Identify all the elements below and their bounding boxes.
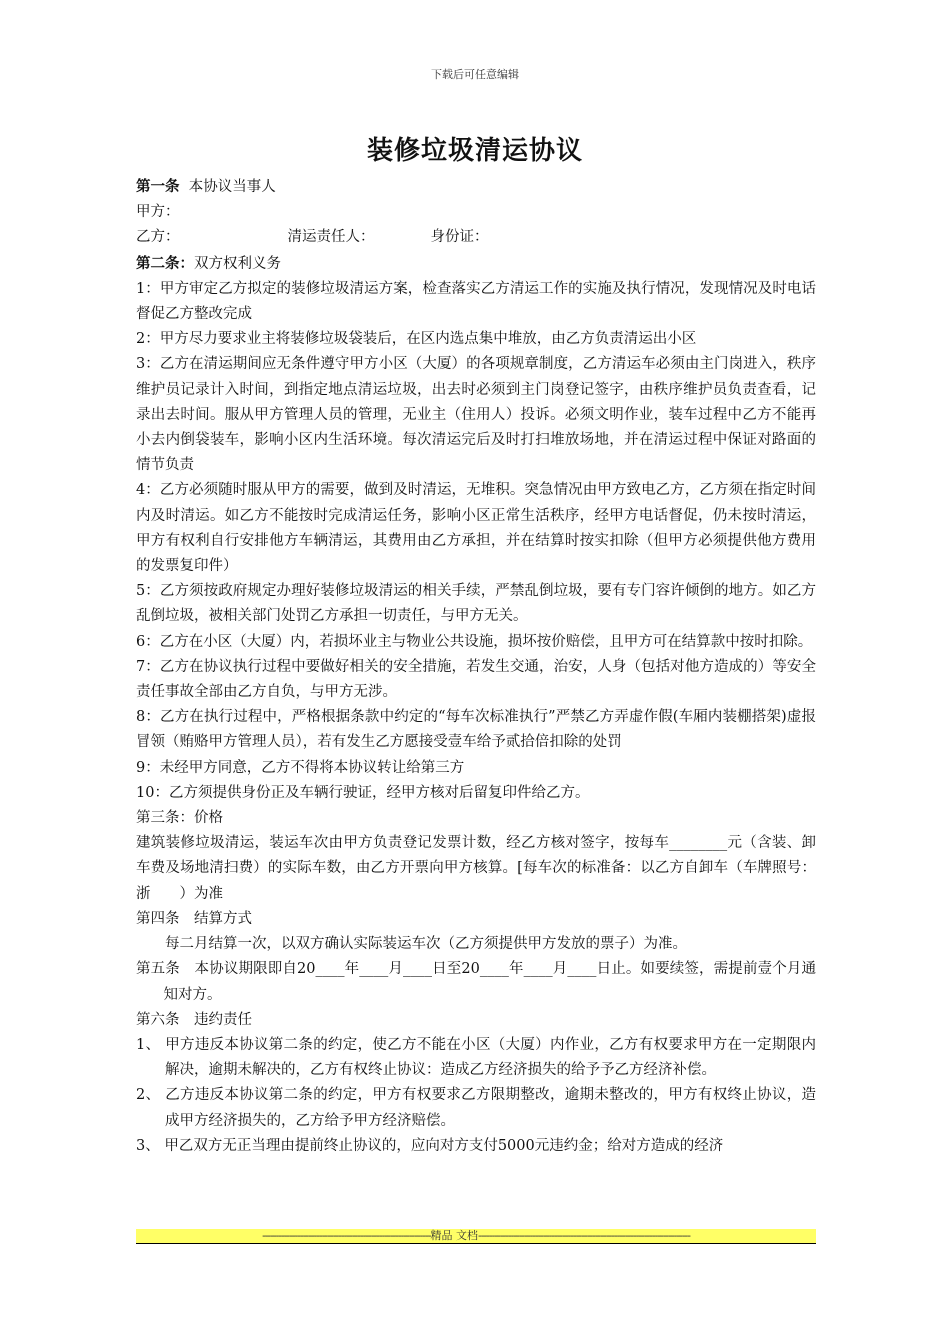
id-card-label: 身份证： [430,229,489,246]
article-3-head: 第三条：价格 [136,810,223,827]
article-1-text: 本协议当事人 [188,179,276,195]
article-6-head: 第六条 违约责任 [136,1011,252,1028]
article-1 [136,174,816,200]
breach-clause-1: 1、 甲方违反本协议第二条的约定，使乙方不能在小区（大厦）内作业，乙方有权要求甲方在一定期限内解决，逾期未解决的，乙方有权终止协议：造成乙方经济损失的给予予乙方经济补偿。 [136,1036,816,1079]
party-b-line [136,225,816,250]
article-4-head: 第四条 结算方式 [136,910,252,927]
page-title: 装修垃圾清运协议 [366,136,583,166]
clause-8: 8：乙方在执行过程中，严格根据条款中约定的“每车次标准执行”严禁乙方弄虚作假(车厢内装棚搭架)虚报冒领（贿赂甲方管理人员），若有发生乙方愿接受壹车给予贰拾倍扣除的处罚 [136,709,816,751]
party-b-label: 乙方： [136,229,180,246]
article-3-text: 建筑装修垃圾清运，装运车次由甲方负责登记发票计数，经乙方核对签字，按每车________元（含装、卸车费及场地清扫费）的实际车数，由乙方开票向甲方核算。[每车次的标准备：以乙方自卸车（车牌照号：浙 ）为准 [136,835,816,902]
clause-4: 4：乙方必须随时服从甲方的需要，做到及时清运，无堆积。突急情况由甲方致电乙方，乙方须在指定时间内及时清运。如乙方不能按时完成清运任务，影响小区正常生活秩序，经甲方电话督促，仍未按时清运，甲方有权利自行安排他方车辆清运，其费用由乙方承担，并在结算时按实扣除（但甲方必须提供他方费用的发票复印件） [136,482,816,575]
party-a-line: 甲方： [136,204,180,221]
article-2-head: 第二条： [136,254,194,272]
clause-2: 2：甲方尽力要求业主将装修垃圾袋装后，在区内选点集中堆放，由乙方负责清运出小区 [136,331,697,348]
clause-9: 9：未经甲方同意，乙方不得将本协议转让给第三方 [136,759,465,776]
footer-dashes-left: -------------------------------------------------------------- [262,1229,431,1242]
breach-clause-2: 2、 乙方违反本协议第二条的约定，甲方有权要求乙方限期整改，逾期未整改的，甲方有权终止协议，造成甲方经济损失的，乙方给予甲方经济赔偿。 [136,1087,816,1129]
clause-6: 6：乙方在小区（大厦）内，若损坏业主与物业公共设施，损坏按价赔偿，且甲方可在结算款中按时扣除。 [136,633,813,650]
footer-banner [136,1229,816,1244]
footer-dashes-right: ------------------------------------------------------------------------------ [478,1229,690,1242]
article-2 [136,251,816,277]
clause-3: 3：乙方在清运期间应无条件遵守甲方小区（大厦）的各项规章制度，乙方清运车必须由主门岗进入，秩序维护员记录计入时间，到指定地点清运垃圾，出去时必须到主门岗登记签字，由秩序维护员负责查看，记录出去时间。服从甲方管理人员的管理，无业主（住用人）投诉。必须文明作业，装车过程中乙方不能再小去内倒袋装车，影响小区内生活环境。每次清运完后及时打扫堆放场地，并在清运过程中保证对路面的情节负责 [136,356,816,474]
article-1-head: 第一条 [136,178,180,195]
article-4-text: 每二月结算一次，以双方确认实际装运车次（乙方须提供甲方发放的票子）为准。 [165,936,687,953]
document-body [136,174,816,1159]
article-5: 第五条 本协议期限即自20____年____月____日至20____年____月____日止。如要续签，需提前壹个月通知对方。 [136,961,816,1003]
responsible-person-label: 清运责任人： [287,229,375,246]
clause-10: 10：乙方须提供身份正及车辆行驶证，经甲方核对后留复印件给乙方。 [136,784,590,801]
article-2-text: 双方权利义务 [194,255,281,272]
footer-label: 精品 文档 [430,1229,479,1242]
clause-1: 1：甲方审定乙方拟定的装修垃圾清运方案，检查落实乙方清运工作的实施及执行情况，发现情况及时电话督促乙方整改完成 [136,280,816,323]
clause-7: 7：乙方在协议执行过程中要做好相关的安全措施，若发生交通，治安，人身（包括对他方造成的）等安全责任事故全部由乙方自负，与甲方无涉。 [136,658,816,701]
breach-clause-3: 3、 甲乙双方无正当理由提前终止协议的，应向对方支付5000元违约金；给对方造成的经济 [136,1137,724,1154]
header-note: 下载后可任意编辑 [431,68,519,81]
clause-5: 5：乙方须按政府规定办理好装修垃圾清运的相关手续，严禁乱倒垃圾，要有专门容许倾倒的地方。如乙方乱倒垃圾，被相关部门处罚乙方承担一切责任，与甲方无关。 [136,583,816,625]
